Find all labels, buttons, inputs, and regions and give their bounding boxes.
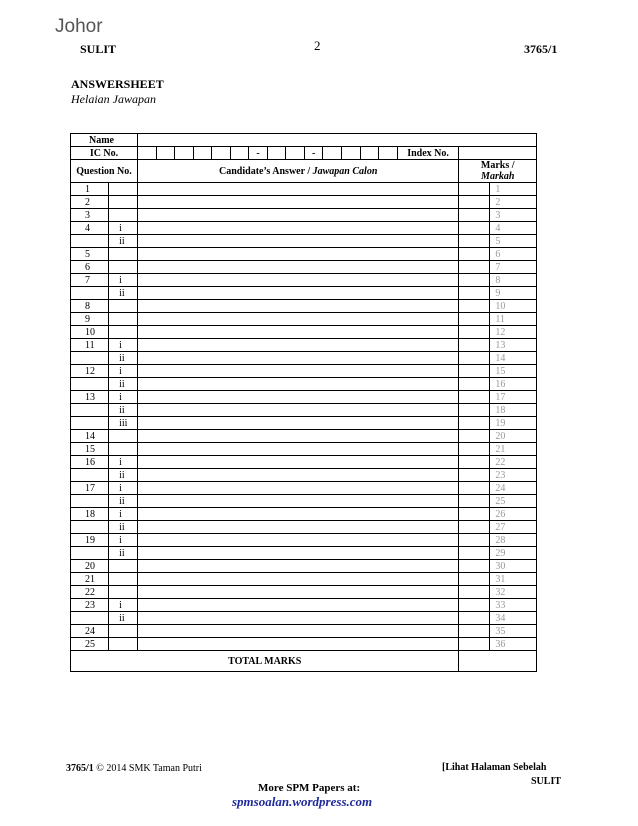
marks-number: 35 xyxy=(490,625,537,638)
answer-row xyxy=(71,235,537,248)
sub-question xyxy=(109,586,138,599)
answer-row xyxy=(71,469,537,482)
answer-row xyxy=(71,560,537,573)
answer-cell[interactable] xyxy=(137,313,458,326)
sub-question xyxy=(109,248,138,261)
sub-question: i xyxy=(109,534,138,547)
question-number: 19 xyxy=(71,534,109,547)
name-label: Name xyxy=(71,134,138,147)
answer-row xyxy=(71,599,537,612)
answer-row xyxy=(71,326,537,339)
question-number: 14 xyxy=(71,430,109,443)
question-number xyxy=(71,495,109,508)
question-number: 21 xyxy=(71,573,109,586)
marks-number: 16 xyxy=(490,378,537,391)
marks-blank xyxy=(459,183,490,196)
answer-cell[interactable] xyxy=(137,482,458,495)
answer-row xyxy=(71,248,537,261)
marks-blank xyxy=(459,365,490,378)
marks-number: 18 xyxy=(490,404,537,417)
answer-header xyxy=(137,160,458,183)
marks-header-italic: Markah xyxy=(481,171,515,182)
answer-cell[interactable] xyxy=(137,417,458,430)
marks-number: 15 xyxy=(490,365,537,378)
question-number: 7 xyxy=(71,274,109,287)
sub-question xyxy=(109,300,138,313)
ic-label: IC No. xyxy=(71,147,138,160)
answer-cell[interactable] xyxy=(137,235,458,248)
page-number: 2 xyxy=(314,38,321,53)
answer-row xyxy=(71,443,537,456)
answer-row xyxy=(71,339,537,352)
marks-blank xyxy=(459,495,490,508)
answer-cell[interactable] xyxy=(137,599,458,612)
answer-cell[interactable] xyxy=(137,430,458,443)
marks-number: 32 xyxy=(490,586,537,599)
marks-number: 31 xyxy=(490,573,537,586)
ic-digit-box[interactable] xyxy=(379,147,398,160)
marks-blank xyxy=(459,573,490,586)
marks-blank xyxy=(459,430,490,443)
sub-question: i xyxy=(109,599,138,612)
sub-question xyxy=(109,443,138,456)
marks-blank xyxy=(459,469,490,482)
answer-cell[interactable] xyxy=(137,365,458,378)
answer-row xyxy=(71,521,537,534)
sub-question xyxy=(109,196,138,209)
marks-blank xyxy=(459,196,490,209)
question-number xyxy=(71,352,109,365)
marks-blank xyxy=(459,287,490,300)
question-number xyxy=(71,521,109,534)
answer-cell[interactable] xyxy=(137,638,458,651)
marks-number: 7 xyxy=(490,261,537,274)
question-number xyxy=(71,404,109,417)
ic-dash: - xyxy=(249,147,268,160)
sulit-label: SULIT xyxy=(80,42,117,56)
sub-question: i xyxy=(109,274,138,287)
marks-blank xyxy=(459,378,490,391)
footer-code xyxy=(66,763,202,774)
sheet-title: ANSWERSHEET xyxy=(71,77,164,91)
marks-number: 14 xyxy=(490,352,537,365)
marks-blank xyxy=(459,638,490,651)
marks-blank xyxy=(459,261,490,274)
sub-question: iii xyxy=(109,417,138,430)
answer-row xyxy=(71,261,537,274)
ic-digit-box[interactable] xyxy=(193,147,212,160)
marks-number: 6 xyxy=(490,248,537,261)
marks-number: 34 xyxy=(490,612,537,625)
answer-cell[interactable] xyxy=(137,586,458,599)
marks-number: 9 xyxy=(490,287,537,300)
answer-cell[interactable] xyxy=(137,534,458,547)
total-marks-box[interactable] xyxy=(459,651,537,672)
sub-question xyxy=(109,183,138,196)
marks-number: 12 xyxy=(490,326,537,339)
question-number: 25 xyxy=(71,638,109,651)
ic-digit-box[interactable] xyxy=(286,147,305,160)
question-number: 6 xyxy=(71,261,109,274)
question-number: 22 xyxy=(71,586,109,599)
marks-number: 3 xyxy=(490,209,537,222)
answer-row xyxy=(71,378,537,391)
marks-blank xyxy=(459,300,490,313)
marks-blank xyxy=(459,443,490,456)
marks-number: 23 xyxy=(490,469,537,482)
marks-blank xyxy=(459,391,490,404)
marks-number: 21 xyxy=(490,443,537,456)
marks-blank xyxy=(459,482,490,495)
marks-number: 26 xyxy=(490,508,537,521)
answer-cell[interactable] xyxy=(137,560,458,573)
index-no-field[interactable] xyxy=(459,147,537,160)
answer-row xyxy=(71,300,537,313)
ic-digit-box[interactable] xyxy=(175,147,194,160)
sub-question xyxy=(109,430,138,443)
answer-row xyxy=(71,404,537,417)
question-number: 11 xyxy=(71,339,109,352)
answer-cell[interactable] xyxy=(137,612,458,625)
answer-cell[interactable] xyxy=(137,183,458,196)
marks-number: 36 xyxy=(490,638,537,651)
sub-question xyxy=(109,625,138,638)
marks-number: 8 xyxy=(490,274,537,287)
marks-number: 25 xyxy=(490,495,537,508)
answer-cell[interactable] xyxy=(137,209,458,222)
answer-row xyxy=(71,417,537,430)
marks-blank xyxy=(459,404,490,417)
question-number: 9 xyxy=(71,313,109,326)
answer-row xyxy=(71,222,537,235)
question-number xyxy=(71,547,109,560)
more-papers-text: More SPM Papers at: xyxy=(258,782,361,794)
sub-question: i xyxy=(109,339,138,352)
next-page-note: [Lihat Halaman Sebelah xyxy=(442,762,547,773)
answer-row xyxy=(71,495,537,508)
answer-cell[interactable] xyxy=(137,352,458,365)
question-number: 24 xyxy=(71,625,109,638)
name-field[interactable] xyxy=(137,134,536,147)
footer-copyright: © 2014 SMK Taman Putri xyxy=(96,763,202,774)
sub-question: ii xyxy=(109,235,138,248)
answer-header-italic: Jawapan Calon xyxy=(312,165,378,177)
answer-cell[interactable] xyxy=(137,456,458,469)
ic-digit-box[interactable] xyxy=(341,147,360,160)
marks-blank xyxy=(459,586,490,599)
answer-cell[interactable] xyxy=(137,508,458,521)
marks-blank xyxy=(459,222,490,235)
answer-row xyxy=(71,391,537,404)
question-number xyxy=(71,469,109,482)
answer-row xyxy=(71,573,537,586)
question-number xyxy=(71,235,109,248)
answer-row xyxy=(71,274,537,287)
question-number: 10 xyxy=(71,326,109,339)
question-number: 12 xyxy=(71,365,109,378)
answer-cell[interactable] xyxy=(137,378,458,391)
marks-number: 1 xyxy=(490,183,537,196)
answer-row xyxy=(71,508,537,521)
ic-digit-box[interactable] xyxy=(212,147,231,160)
sub-question xyxy=(109,313,138,326)
marks-blank xyxy=(459,534,490,547)
answer-cell[interactable] xyxy=(137,391,458,404)
ic-digit-box[interactable] xyxy=(267,147,286,160)
question-number xyxy=(71,287,109,300)
marks-blank xyxy=(459,612,490,625)
answer-cell[interactable] xyxy=(137,625,458,638)
answer-row xyxy=(71,183,537,196)
marks-number: 17 xyxy=(490,391,537,404)
sub-question: ii xyxy=(109,378,138,391)
marks-number: 29 xyxy=(490,547,537,560)
question-number: 8 xyxy=(71,300,109,313)
marks-blank xyxy=(459,456,490,469)
index-no-label: Index No. xyxy=(397,147,459,160)
watermark-text: Johor xyxy=(55,16,103,37)
sub-question: i xyxy=(109,391,138,404)
marks-blank xyxy=(459,352,490,365)
answer-cell[interactable] xyxy=(137,443,458,456)
marks-header-label: Marks / xyxy=(480,160,515,171)
total-marks-label: TOTAL MARKS xyxy=(71,651,459,672)
answer-row xyxy=(71,313,537,326)
marks-number: 19 xyxy=(490,417,537,430)
answer-row xyxy=(71,534,537,547)
marks-blank xyxy=(459,248,490,261)
answer-cell[interactable] xyxy=(137,326,458,339)
marks-blank xyxy=(459,235,490,248)
ic-digit-box[interactable] xyxy=(323,147,342,160)
marks-blank xyxy=(459,417,490,430)
answer-row xyxy=(71,612,537,625)
sheet-subtitle: Helaian Jawapan xyxy=(71,92,156,106)
ic-digit-box[interactable] xyxy=(137,147,156,160)
sub-question: ii xyxy=(109,547,138,560)
sub-question xyxy=(109,638,138,651)
marks-number: 27 xyxy=(490,521,537,534)
marks-number: 13 xyxy=(490,339,537,352)
answer-cell[interactable] xyxy=(137,248,458,261)
question-number: 4 xyxy=(71,222,109,235)
marks-number: 5 xyxy=(490,235,537,248)
ic-digit-box[interactable] xyxy=(156,147,175,160)
sub-question xyxy=(109,573,138,586)
marks-number: 2 xyxy=(490,196,537,209)
marks-number: 20 xyxy=(490,430,537,443)
sub-question: ii xyxy=(109,469,138,482)
question-number: 20 xyxy=(71,560,109,573)
sub-question xyxy=(109,326,138,339)
marks-blank xyxy=(459,209,490,222)
marks-header xyxy=(459,160,537,183)
answer-row xyxy=(71,625,537,638)
marks-number: 11 xyxy=(490,313,537,326)
answer-cell[interactable] xyxy=(137,404,458,417)
question-number: 2 xyxy=(71,196,109,209)
sub-question xyxy=(109,209,138,222)
answer-cell[interactable] xyxy=(137,521,458,534)
sub-question: i xyxy=(109,222,138,235)
sub-question: ii xyxy=(109,352,138,365)
question-number: 1 xyxy=(71,183,109,196)
sub-question xyxy=(109,560,138,573)
marks-number: 24 xyxy=(490,482,537,495)
sub-question: ii xyxy=(109,521,138,534)
marks-number: 30 xyxy=(490,560,537,573)
answer-row xyxy=(71,209,537,222)
answer-cell[interactable] xyxy=(137,495,458,508)
question-number xyxy=(71,612,109,625)
sub-question: i xyxy=(109,456,138,469)
ic-digit-box[interactable] xyxy=(360,147,379,160)
sub-question: ii xyxy=(109,495,138,508)
answer-row xyxy=(71,482,537,495)
sub-question: ii xyxy=(109,287,138,300)
question-number: 3 xyxy=(71,209,109,222)
answer-row xyxy=(71,287,537,300)
marks-blank xyxy=(459,508,490,521)
answer-row xyxy=(71,196,537,209)
question-number: 17 xyxy=(71,482,109,495)
marks-blank xyxy=(459,547,490,560)
sub-question: i xyxy=(109,482,138,495)
sub-question xyxy=(109,261,138,274)
question-number: 16 xyxy=(71,456,109,469)
question-number: 23 xyxy=(71,599,109,612)
answer-cell[interactable] xyxy=(137,547,458,560)
marks-number: 33 xyxy=(490,599,537,612)
website-link[interactable]: spmsoalan.wordpress.com xyxy=(232,794,373,809)
footer-paper-code: 3765/1 xyxy=(66,763,94,774)
answer-row xyxy=(71,365,537,378)
sub-question: ii xyxy=(109,404,138,417)
answer-table xyxy=(70,133,537,672)
marks-number: 22 xyxy=(490,456,537,469)
ic-digit-box[interactable] xyxy=(230,147,249,160)
answer-cell[interactable] xyxy=(137,196,458,209)
answer-row xyxy=(71,586,537,599)
answer-row xyxy=(71,547,537,560)
question-number: 15 xyxy=(71,443,109,456)
answer-row xyxy=(71,638,537,651)
sub-question: i xyxy=(109,365,138,378)
answer-cell[interactable] xyxy=(137,287,458,300)
total-marks-row xyxy=(71,651,537,672)
marks-blank xyxy=(459,326,490,339)
answer-header-label: Candidate’s Answer / xyxy=(219,165,311,177)
answer-row xyxy=(71,456,537,469)
question-number xyxy=(71,378,109,391)
marks-blank xyxy=(459,313,490,326)
marks-number: 4 xyxy=(490,222,537,235)
answer-cell[interactable] xyxy=(137,222,458,235)
answer-cell[interactable] xyxy=(137,274,458,287)
marks-blank xyxy=(459,560,490,573)
answer-row xyxy=(71,430,537,443)
sub-question: i xyxy=(109,508,138,521)
marks-blank xyxy=(459,599,490,612)
ic-dash: - xyxy=(304,147,323,160)
question-number: 13 xyxy=(71,391,109,404)
marks-number: 28 xyxy=(490,534,537,547)
marks-blank xyxy=(459,339,490,352)
question-number: 18 xyxy=(71,508,109,521)
marks-blank xyxy=(459,625,490,638)
answer-cell[interactable] xyxy=(137,300,458,313)
question-number xyxy=(71,417,109,430)
paper-code: 3765/1 xyxy=(524,42,558,56)
answer-cell[interactable] xyxy=(137,339,458,352)
marks-blank xyxy=(459,521,490,534)
answer-cell[interactable] xyxy=(137,573,458,586)
question-number: 5 xyxy=(71,248,109,261)
marks-blank xyxy=(459,274,490,287)
marks-number: 10 xyxy=(490,300,537,313)
answer-cell[interactable] xyxy=(137,469,458,482)
footer-sulit: SULIT xyxy=(531,776,562,787)
sub-question: ii xyxy=(109,612,138,625)
answer-row xyxy=(71,352,537,365)
question-no-header: Question No. xyxy=(71,160,138,183)
answer-cell[interactable] xyxy=(137,261,458,274)
